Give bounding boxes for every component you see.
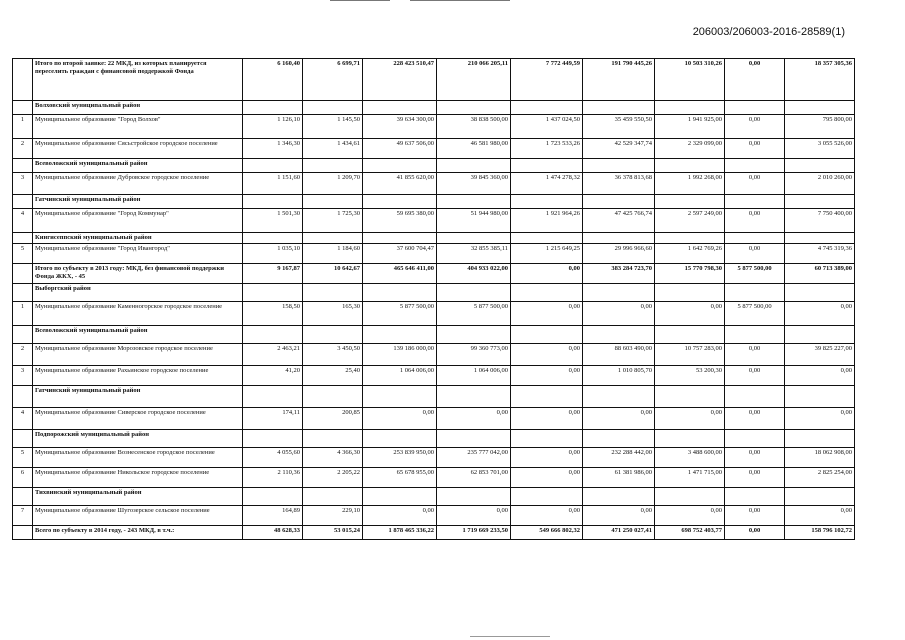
empty-cell [437,195,511,209]
section-header-row [13,326,855,344]
row-number-cell: 4 [13,408,33,430]
empty-cell [785,488,855,506]
value-cell: 465 646 411,00 [363,264,437,284]
empty-cell [583,284,655,302]
empty-cell [655,386,725,408]
value-cell: 235 777 042,00 [437,448,511,468]
value-cell: 1 921 964,26 [511,209,583,233]
value-cell: 0,00 [725,448,785,468]
section-header-row [13,101,855,115]
empty-cell [725,488,785,506]
empty-cell [243,326,303,344]
value-cell: 0,00 [785,366,855,386]
table-row [13,302,855,326]
value-cell: 53 200,30 [655,366,725,386]
value-cell: 0,00 [511,366,583,386]
section-label: Всеволожский муниципальный район [33,326,243,344]
empty-cell [243,101,303,115]
value-cell: 42 529 347,74 [583,139,655,159]
value-cell: 6 699,71 [303,59,363,101]
value-cell: 0,00 [511,344,583,366]
value-cell: 1 209,70 [303,173,363,195]
row-label: Муниципальное образование Рахьинское городское поселение [33,366,243,386]
value-cell: 39 845 360,00 [437,173,511,195]
section-label: Подпорожский муниципальный район [33,430,243,448]
section-label: Гатчинский муниципальный район [33,195,243,209]
empty-cell [243,430,303,448]
value-cell: 1 642 769,26 [655,244,725,264]
value-cell: 10 757 283,00 [655,344,725,366]
value-cell: 0,00 [725,139,785,159]
value-cell: 1 719 669 233,50 [437,526,511,540]
value-cell: 5 877 500,00 [363,302,437,326]
empty-cell [583,101,655,115]
value-cell: 25,40 [303,366,363,386]
value-cell: 7 772 449,59 [511,59,583,101]
value-cell: 38 838 500,00 [437,115,511,139]
value-cell: 1 723 533,26 [511,139,583,159]
empty-cell [583,386,655,408]
value-cell: 5 877 500,00 [725,264,785,284]
empty-cell [303,159,363,173]
value-cell: 0,00 [785,506,855,526]
row-number-cell: 3 [13,173,33,195]
empty-cell [303,326,363,344]
empty-cell [785,326,855,344]
value-cell: 2 205,22 [303,468,363,488]
value-cell: 0,00 [655,506,725,526]
total-row [13,59,855,101]
value-cell: 10 642,67 [303,264,363,284]
value-cell: 39 634 300,00 [363,115,437,139]
row-label: Муниципальное образование Шугозерское сельское поселение [33,506,243,526]
empty-cell [243,488,303,506]
value-cell: 0,00 [655,302,725,326]
row-label: Муниципальное образование Сиверское городское поселение [33,408,243,430]
value-cell: 191 790 445,26 [583,59,655,101]
table-row [13,448,855,468]
empty-cell [725,386,785,408]
value-cell: 1 035,10 [243,244,303,264]
row-number-cell [13,430,33,448]
empty-cell [243,284,303,302]
value-cell: 53 015,24 [303,526,363,540]
value-cell: 0,00 [725,115,785,139]
value-cell: 4 745 319,36 [785,244,855,264]
empty-cell [511,159,583,173]
row-label: Муниципальное образование "Город Коммунар" [33,209,243,233]
value-cell: 2 463,21 [243,344,303,366]
section-label: Всеволожский муниципальный район [33,159,243,173]
empty-cell [583,195,655,209]
value-cell: 6 160,40 [243,59,303,101]
row-label: Муниципальное образование Сясьстройское городское поселение [33,139,243,159]
total-row [13,264,855,284]
value-cell: 0,00 [725,366,785,386]
value-cell: 1 434,61 [303,139,363,159]
section-header-row [13,284,855,302]
row-number-cell: 5 [13,448,33,468]
empty-cell [303,101,363,115]
value-cell: 1 474 278,32 [511,173,583,195]
value-cell: 232 288 442,00 [583,448,655,468]
empty-cell [243,386,303,408]
empty-cell [363,101,437,115]
empty-cell [437,101,511,115]
row-number-cell: 3 [13,366,33,386]
value-cell: 59 695 380,00 [363,209,437,233]
value-cell: 49 637 506,00 [363,139,437,159]
row-label: Итого по второй заявке: 22 МКД, из которых планируется переселить граждан с финансовой поддержкой Фонда [33,59,243,101]
document-id: 206003/206003-2016-28589(1) [692,26,845,38]
value-cell: 698 752 403,77 [655,526,725,540]
value-cell: 0,00 [511,302,583,326]
value-cell: 48 628,33 [243,526,303,540]
value-cell: 60 713 389,00 [785,264,855,284]
section-header-row [13,386,855,408]
row-number-cell [13,284,33,302]
section-header-row [13,159,855,173]
value-cell: 3 450,50 [303,344,363,366]
empty-cell [363,326,437,344]
empty-cell [511,284,583,302]
value-cell: 61 381 986,00 [583,468,655,488]
value-cell: 0,00 [583,506,655,526]
section-label: Тихвинский муниципальный район [33,488,243,506]
value-cell: 549 666 802,32 [511,526,583,540]
value-cell: 2 010 260,00 [785,173,855,195]
row-number-cell: 4 [13,209,33,233]
value-cell: 0,00 [725,506,785,526]
section-label: Выборгский район [33,284,243,302]
value-cell: 0,00 [363,506,437,526]
empty-cell [785,386,855,408]
row-number-cell [13,326,33,344]
empty-cell [655,195,725,209]
value-cell: 2 110,36 [243,468,303,488]
table-row [13,209,855,233]
value-cell: 88 603 490,00 [583,344,655,366]
value-cell: 5 877 500,00 [725,302,785,326]
empty-cell [243,233,303,244]
row-number-cell [13,233,33,244]
section-header-row [13,488,855,506]
value-cell: 210 066 205,11 [437,59,511,101]
row-label: Муниципальное образование Вознесенское городское поселение [33,448,243,468]
empty-cell [511,488,583,506]
table-row [13,173,855,195]
empty-cell [511,101,583,115]
value-cell: 0,00 [725,59,785,101]
row-label: Итого по субъекту в 2013 году: МКД, без финансовой поддержки Фонда ЖКХ, - 45 [33,264,243,284]
value-cell: 10 503 310,26 [655,59,725,101]
row-label: Всего по субъекту в 2014 году, - 243 МКД, в т.ч.: [33,526,243,540]
section-header-row [13,430,855,448]
row-number-cell [13,159,33,173]
empty-cell [725,159,785,173]
section-label: Кингисеппский муниципальный район [33,233,243,244]
empty-cell [785,430,855,448]
empty-cell [725,326,785,344]
value-cell: 0,00 [511,506,583,526]
value-cell: 0,00 [785,302,855,326]
row-number-cell: 5 [13,244,33,264]
row-number-cell: 2 [13,139,33,159]
value-cell: 37 600 704,47 [363,244,437,264]
value-cell: 9 167,87 [243,264,303,284]
value-cell: 0,00 [437,506,511,526]
empty-cell [785,195,855,209]
value-cell: 0,00 [363,408,437,430]
value-cell: 0,00 [511,408,583,430]
row-label: Муниципальное образование Никольское городское поселение [33,468,243,488]
empty-cell [725,430,785,448]
value-cell: 2 825 254,00 [785,468,855,488]
empty-cell [655,284,725,302]
value-cell: 32 855 385,11 [437,244,511,264]
row-label: Муниципальное образование Морозовское городское поселение [33,344,243,366]
value-cell: 0,00 [583,302,655,326]
value-cell: 1 126,10 [243,115,303,139]
empty-cell [583,430,655,448]
empty-cell [437,159,511,173]
table-body [13,59,855,540]
empty-cell [583,488,655,506]
value-cell: 1 501,30 [243,209,303,233]
empty-cell [655,326,725,344]
empty-cell [655,159,725,173]
section-header-row [13,233,855,244]
value-cell: 0,00 [655,408,725,430]
empty-cell [437,326,511,344]
value-cell: 0,00 [437,408,511,430]
empty-cell [511,233,583,244]
empty-cell [725,233,785,244]
total-row [13,526,855,540]
empty-cell [511,430,583,448]
row-number-cell: 2 [13,344,33,366]
table-row [13,344,855,366]
value-cell: 29 996 966,60 [583,244,655,264]
empty-cell [303,284,363,302]
empty-cell [655,233,725,244]
row-number-cell [13,386,33,408]
value-cell: 41 855 620,00 [363,173,437,195]
value-cell: 5 877 500,00 [437,302,511,326]
value-cell: 4 366,30 [303,448,363,468]
value-cell: 139 186 000,00 [363,344,437,366]
value-cell: 0,00 [725,173,785,195]
value-cell: 46 581 980,00 [437,139,511,159]
row-number-cell [13,195,33,209]
value-cell: 174,11 [243,408,303,430]
value-cell: 158 796 102,72 [785,526,855,540]
empty-cell [437,233,511,244]
value-cell: 15 770 798,30 [655,264,725,284]
value-cell: 229,10 [303,506,363,526]
row-number-cell [13,101,33,115]
row-number-cell: 1 [13,302,33,326]
empty-cell [363,284,437,302]
value-cell: 1 145,50 [303,115,363,139]
value-cell: 39 825 227,00 [785,344,855,366]
row-number-cell: 1 [13,115,33,139]
value-cell: 1 878 465 336,22 [363,526,437,540]
value-cell: 4 055,60 [243,448,303,468]
value-cell: 0,00 [785,408,855,430]
value-cell: 3 488 600,00 [655,448,725,468]
row-number-cell [13,488,33,506]
value-cell: 0,00 [725,244,785,264]
row-number-cell [13,526,33,540]
empty-cell [303,195,363,209]
row-number-cell: 6 [13,468,33,488]
value-cell: 165,30 [303,302,363,326]
value-cell: 2 329 099,00 [655,139,725,159]
value-cell: 35 459 550,50 [583,115,655,139]
value-cell: 2 597 249,00 [655,209,725,233]
value-cell: 795 800,00 [785,115,855,139]
resettlement-register-table [12,58,855,540]
section-label: Волховский муниципальный район [33,101,243,115]
scan-edge-mark [410,0,510,1]
value-cell: 18 062 908,00 [785,448,855,468]
scan-edge-mark [330,0,390,1]
empty-cell [725,195,785,209]
empty-cell [785,101,855,115]
empty-cell [363,159,437,173]
empty-cell [655,488,725,506]
empty-cell [511,195,583,209]
empty-cell [583,159,655,173]
value-cell: 1 215 649,25 [511,244,583,264]
value-cell: 65 678 955,00 [363,468,437,488]
value-cell: 383 284 723,70 [583,264,655,284]
empty-cell [583,233,655,244]
empty-cell [303,233,363,244]
row-label: Муниципальное образование "Город Ивангород" [33,244,243,264]
value-cell: 1 064 006,00 [437,366,511,386]
value-cell: 0,00 [583,408,655,430]
empty-cell [511,326,583,344]
value-cell: 1 064 006,00 [363,366,437,386]
value-cell: 1 725,30 [303,209,363,233]
value-cell: 47 425 766,74 [583,209,655,233]
empty-cell [437,488,511,506]
value-cell: 158,50 [243,302,303,326]
value-cell: 0,00 [725,344,785,366]
empty-cell [655,430,725,448]
empty-cell [303,488,363,506]
value-cell: 1 992 268,00 [655,173,725,195]
value-cell: 404 933 022,00 [437,264,511,284]
empty-cell [303,430,363,448]
empty-cell [243,195,303,209]
table-row [13,408,855,430]
empty-cell [785,233,855,244]
value-cell: 228 423 510,47 [363,59,437,101]
value-cell: 1 151,60 [243,173,303,195]
value-cell: 0,00 [725,468,785,488]
table-row [13,506,855,526]
value-cell: 0,00 [725,209,785,233]
table-row [13,139,855,159]
row-label: Муниципальное образование Дубровское городское поселение [33,173,243,195]
table-row [13,244,855,264]
value-cell: 7 750 400,00 [785,209,855,233]
value-cell: 0,00 [511,448,583,468]
value-cell: 99 360 773,00 [437,344,511,366]
value-cell: 18 357 305,36 [785,59,855,101]
value-cell: 1 346,30 [243,139,303,159]
value-cell: 36 378 813,68 [583,173,655,195]
empty-cell [363,488,437,506]
value-cell: 471 250 027,41 [583,526,655,540]
empty-cell [785,159,855,173]
table-row [13,115,855,139]
value-cell: 1 471 715,00 [655,468,725,488]
empty-cell [363,386,437,408]
row-label: Муниципальное образование "Город Волхов" [33,115,243,139]
value-cell: 1 437 024,50 [511,115,583,139]
value-cell: 253 839 950,00 [363,448,437,468]
empty-cell [655,101,725,115]
row-number-cell: 7 [13,506,33,526]
value-cell: 0,00 [725,526,785,540]
section-header-row [13,195,855,209]
value-cell: 3 055 526,00 [785,139,855,159]
value-cell: 1 184,60 [303,244,363,264]
row-label: Муниципальное образование Каменногорское городское поселение [33,302,243,326]
empty-cell [437,386,511,408]
empty-cell [303,386,363,408]
value-cell: 0,00 [725,408,785,430]
empty-cell [363,233,437,244]
table-row [13,366,855,386]
empty-cell [511,386,583,408]
section-label: Гатчинский муниципальный район [33,386,243,408]
value-cell: 1 941 925,00 [655,115,725,139]
empty-cell [437,430,511,448]
empty-cell [583,326,655,344]
row-number-cell [13,264,33,284]
empty-cell [785,284,855,302]
empty-cell [725,284,785,302]
empty-cell [725,101,785,115]
value-cell: 62 853 701,00 [437,468,511,488]
value-cell: 41,20 [243,366,303,386]
row-number-cell [13,59,33,101]
empty-cell [363,430,437,448]
value-cell: 1 010 805,70 [583,366,655,386]
value-cell: 0,00 [511,264,583,284]
empty-cell [243,159,303,173]
empty-cell [437,284,511,302]
table-row [13,468,855,488]
value-cell: 164,89 [243,506,303,526]
scan-edge-mark [470,636,550,637]
value-cell: 0,00 [511,468,583,488]
empty-cell [363,195,437,209]
value-cell: 200,85 [303,408,363,430]
value-cell: 51 944 980,00 [437,209,511,233]
